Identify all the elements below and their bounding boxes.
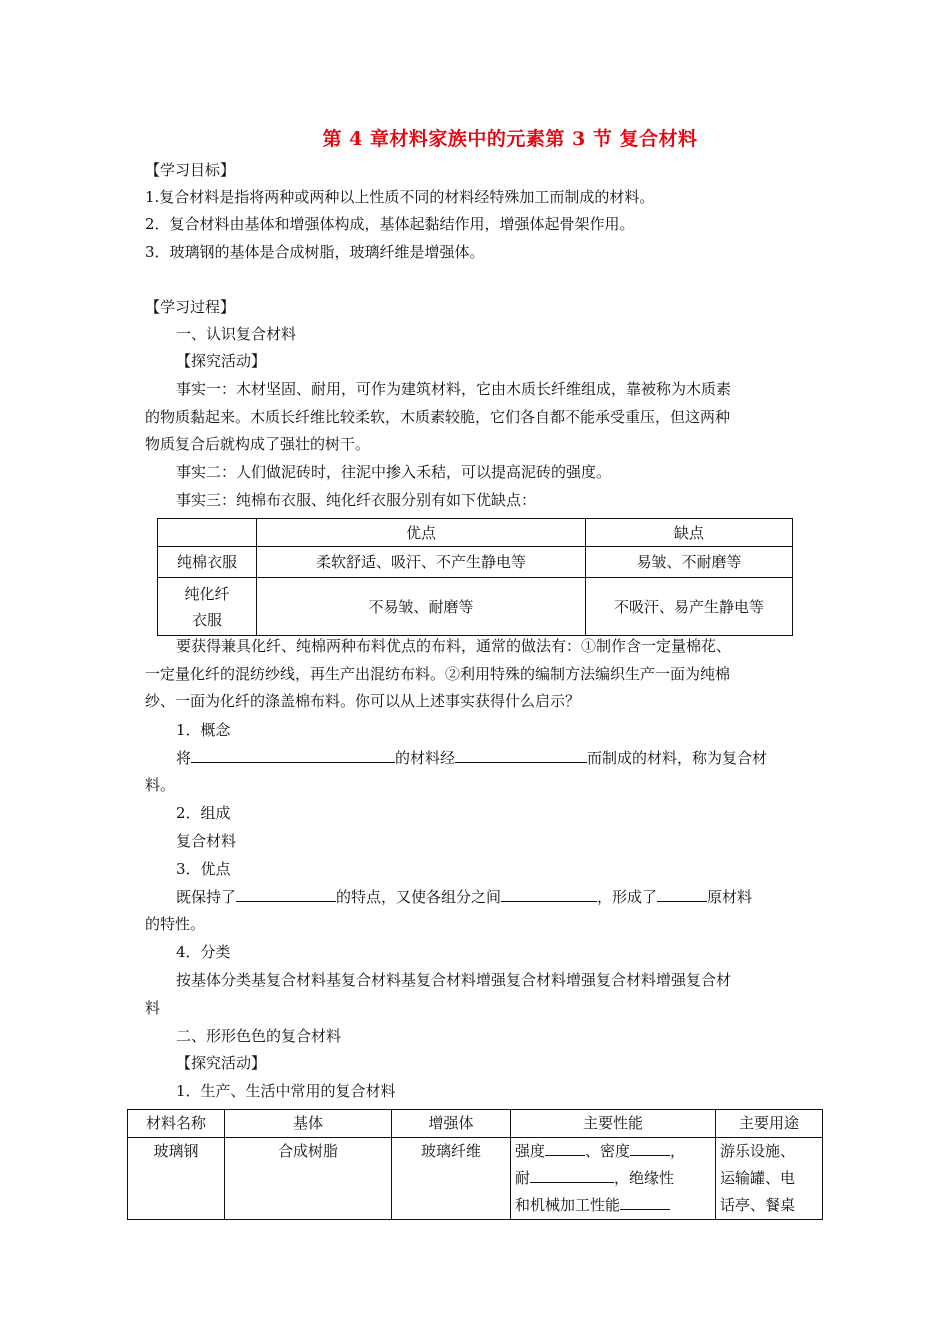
concept-heading: 1．概念 [176,721,231,739]
clothing-comparison-table [157,518,793,636]
use-text-3: 话亭、餐桌 [720,1196,796,1214]
table1-row2-label [158,578,257,636]
advantage-text-2: 的特点，又使各组分之间 [336,888,502,906]
table1-row1-label: 纯棉衣服 [158,547,257,578]
table2-header-performance: 主要性能 [511,1110,716,1138]
table2-header-reinforcement: 增强体 [392,1110,511,1138]
classification-line-2: 料 [145,999,161,1017]
concept-text-3: 而制成的材料，称为复合材 [587,749,768,767]
composition-text: 复合材料 [176,832,237,850]
page-title: 第 4 章材料家族中的元素第 3 节 复合材料 [322,128,698,150]
table1-header-empty [158,519,257,547]
fact-3: 事实三：纯棉布衣服、纯化纤衣服分别有如下优缺点： [176,491,537,509]
perf-text-6: 和机械加工性能 [515,1196,621,1214]
section-1-heading: 一、认识复合材料 [176,325,297,343]
table1-row1-disadvantages: 易皱、不耐磨等 [586,547,793,578]
advantage-heading: 3．优点 [176,860,231,878]
objective-item-1: 1.复合材料是指将两种或两种以上性质不同的材料经特殊加工而制成的材料。 [145,188,655,206]
concept-line [176,747,767,768]
composite-materials-table [127,1109,823,1220]
advantage-blank-3[interactable] [657,886,707,902]
table1-row2-label-a: 纯化纤 [184,584,230,603]
explore-heading-2: 【探究活动】 [176,1054,267,1072]
advantage-blank-1[interactable] [236,886,336,902]
perf-text-4: 耐 [515,1169,531,1187]
concept-line-end: 料。 [145,776,176,794]
composition-heading: 2．组成 [176,804,231,822]
perf-blank-1[interactable] [545,1140,585,1156]
advantage-line-end: 的特性。 [145,915,206,933]
table1-header-advantages: 优点 [257,519,586,547]
table1-row1-advantages: 柔软舒适、吸汗、不产生静电等 [257,547,586,578]
objective-item-3: 3．玻璃钢的基体是合成树脂，玻璃纤维是增强体。 [145,243,485,261]
concept-blank-2[interactable] [455,747,587,763]
section-2-heading: 二、形形色色的复合材料 [176,1027,342,1045]
table2-row1-name: 玻璃钢 [128,1138,225,1220]
table2-header-uses: 主要用途 [716,1110,823,1138]
concept-blank-1[interactable] [191,747,395,763]
common-materials-heading: 1．生产、生活中常用的复合材料 [176,1082,396,1100]
table1-row2-label-b: 衣服 [191,610,222,629]
process-heading: 【学习过程】 [145,298,236,316]
table2-header-name: 材料名称 [128,1110,225,1138]
concept-text-2: 的材料经 [395,749,456,767]
advantage-blank-2[interactable] [501,886,597,902]
fact-1-line-a: 事实一：木材坚固、耐用，可作为建筑材料，它由木质长纤维组成，靠被称为木质素 [176,380,732,398]
use-text-2: 运输罐、电 [720,1169,796,1187]
paragraph-line-b: 一定量化纤的混纺纱线，再生产出混纺布料。②利用特殊的编制方法编织生产一面为纯棉 [145,665,731,683]
perf-blank-4[interactable] [620,1194,670,1210]
table2-row1-uses [716,1138,823,1220]
classification-heading: 4．分类 [176,943,231,961]
table2-row1-performance [511,1138,716,1220]
table1-header-disadvantages: 缺点 [586,519,793,547]
advantage-text-4: 原材料 [707,888,753,906]
perf-blank-3[interactable] [530,1167,614,1183]
paragraph-line-a: 要获得兼具化纤、纯棉两种布料优点的布料，通常的做法有：①制作含一定量棉花、 [176,637,732,655]
concept-text-1: 将 [176,749,192,767]
perf-blank-2[interactable] [630,1140,670,1156]
use-text-1: 游乐设施、 [720,1142,796,1160]
explore-heading-1: 【探究活动】 [176,352,267,370]
advantage-text-1: 既保持了 [176,888,237,906]
perf-text-1: 强度 [515,1142,546,1160]
objectives-heading: 【学习目标】 [145,161,236,179]
paragraph-line-c: 纱、一面为化纤的涤盖棉布料。你可以从上述事实获得什么启示？ [145,692,581,710]
advantage-line [176,886,752,907]
table1-row2-advantages: 不易皱、耐磨等 [257,578,586,636]
objective-item-2: 2．复合材料由基体和增强体构成，基体起黏结作用，增强体起骨架作用。 [145,215,635,233]
perf-text-2: 、密度 [585,1142,631,1160]
table2-row1-reinforcement: 玻璃纤维 [392,1138,511,1220]
fact-1-line-b: 的物质黏起来。木质长纤维比较柔软，木质素较脆，它们各自都不能承受重压，但这两种 [145,408,731,426]
fact-2: 事实二：人们做泥砖时，往泥中掺入禾秸，可以提高泥砖的强度。 [176,463,612,481]
perf-text-5: ，绝缘性 [614,1169,675,1187]
table1-row2-disadvantages: 不吸汗、易产生静电等 [586,578,793,636]
table2-row1-base: 合成树脂 [225,1138,392,1220]
advantage-text-3: ，形成了 [597,888,658,906]
perf-text-3: ， [670,1142,686,1160]
classification-line-1: 按基体分类基复合材料基复合材料基复合材料增强复合材料增强复合材料增强复合材 [176,971,732,989]
fact-1-line-c: 物质复合后就构成了强壮的树干。 [145,435,371,453]
table2-header-base: 基体 [225,1110,392,1138]
